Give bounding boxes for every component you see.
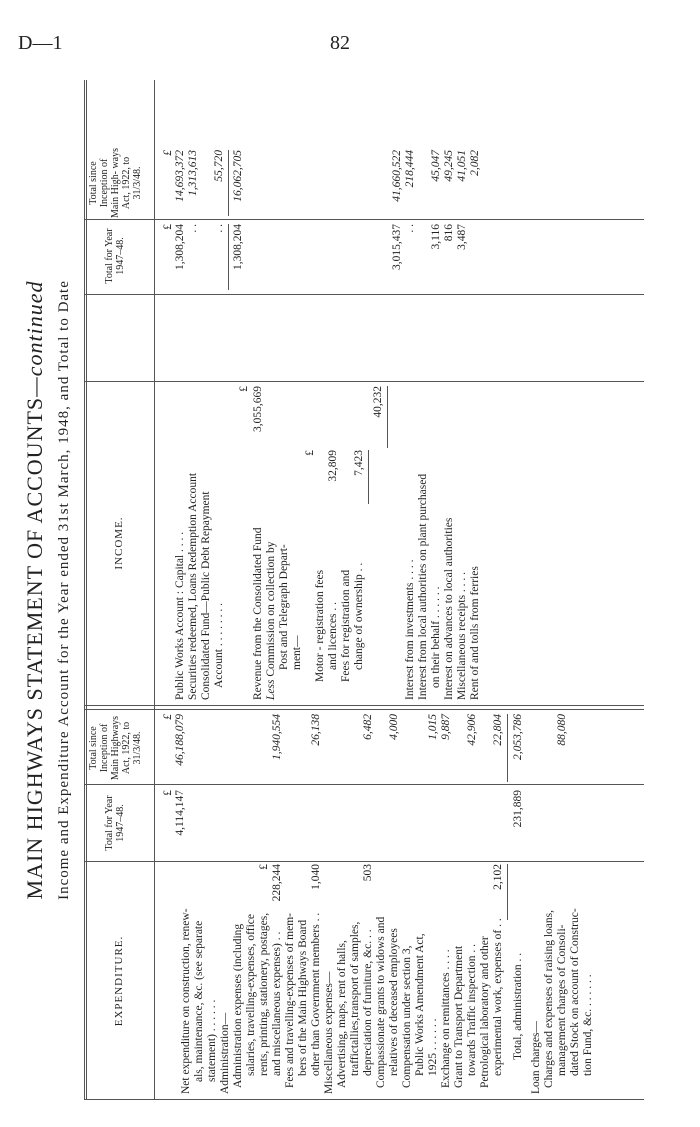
petrological-amount: 2,102 (492, 864, 504, 890)
misc-receipts-line: Miscellaneous receipts . . . . (456, 571, 468, 700)
total-admin-year: 231,889 (512, 790, 524, 828)
misc-receipts-since: 41,051 (456, 150, 468, 182)
subtotal-year: 1,308,204 (232, 224, 244, 270)
compassionate-since: 4,000 (388, 714, 400, 740)
revenue-net-year: 3,015,437 (391, 224, 403, 270)
consolidated-year-dots: . . (213, 224, 225, 233)
net-construction-line-2: als, maintenance, &c. (see separate (193, 920, 205, 1082)
grant-since: 42,906 (466, 714, 478, 746)
interest-inv-year-dots: . . (404, 224, 416, 233)
exp-col-rule-2 (84, 784, 644, 785)
fees-since: 26,138 (310, 714, 322, 746)
compassionate-line-2: relatives of deceased employees (388, 928, 400, 1076)
expenditure-header: EXPENDITURE. (113, 935, 125, 1027)
compassionate-line-1: Compassionate grants to widows and (375, 916, 387, 1088)
revenue-pound: £ (238, 386, 250, 392)
admin-expenses-line-2: salaries, travelling-expenses, office (245, 914, 257, 1076)
less-sum-rule (368, 450, 369, 504)
motor-pound: £ (304, 450, 316, 456)
interest-adv-year: 816 (443, 224, 455, 242)
securities-since: 1,313,613 (187, 150, 199, 196)
fees-reg-line-1: Fees for registration and (340, 569, 352, 682)
revenue-line: Revenue from the Consolidated Fund (252, 527, 264, 700)
total-admin-label: Total, administration . . (512, 952, 524, 1060)
consolidated-line-1: Consolidated Fund—Public Debt Repayment (200, 491, 212, 700)
income-header: INCOME. (113, 516, 125, 570)
interest-adv-line: Interest on advances to local authorities (443, 517, 455, 700)
rent-tolls-line: Rent of and tolls from ferries (469, 566, 481, 700)
fees-reg-amount: 7,423 (353, 450, 365, 476)
loan-heading: Loan charges— (530, 1021, 542, 1094)
inc-col-rule-3 (84, 219, 644, 220)
fees-line-2: bers of the Main Highways Board (297, 919, 309, 1076)
table-top-rule (84, 80, 87, 1100)
advertising-amount: 503 (362, 864, 374, 882)
statement-title (22, 80, 48, 1100)
public-works-since: 14,693,372 (174, 150, 186, 202)
table-left-rule (84, 1099, 644, 1100)
admin-pound: £ (258, 864, 270, 870)
compensation-since: 1,015 (427, 714, 439, 740)
exp-col-rule-1 (84, 861, 644, 862)
rotated-statement (22, 80, 672, 1100)
title-text: MAIN HIGHWAYS STATEMENT OF ACCOUNTS (22, 396, 47, 900)
petrological-line-1: Petrological laboratory and other (479, 936, 491, 1088)
admin-expenses-amount: 228,244 (271, 864, 283, 902)
fees-line-3: other than Government members . . (310, 912, 322, 1076)
petrological-since: 22,804 (492, 714, 504, 746)
grant-line-1: Grant to Transport Department (453, 945, 465, 1088)
interest-local-year: 3,116 (430, 224, 442, 250)
revenue-amount: 3,055,669 (252, 386, 264, 432)
consolidated-since: 55,720 (213, 150, 225, 182)
less-line (265, 542, 278, 700)
net-construction-since: 46,188,079 (174, 714, 186, 766)
less-cont-line-1: Post and Telegraph Depart- (278, 544, 290, 670)
admin-expenses-since: 1,940,554 (271, 714, 283, 760)
less-text: Commission on collection by (265, 541, 277, 680)
net-construction-line-3: statement) . . . . . . (206, 999, 218, 1082)
less-word: Less (265, 679, 277, 700)
compensation-line-1: Compensation under section 3, (401, 945, 413, 1088)
inc-pound-year: £ (162, 224, 174, 230)
title-suffix: —continued (22, 280, 47, 397)
administration-heading: Administration— (219, 1012, 231, 1094)
misc-receipts-year: 3,487 (456, 224, 468, 250)
admin-since-rule (507, 714, 508, 782)
net-construction-year: 4,114,147 (174, 790, 186, 836)
admin-expenses-line-4: and miscellaneous expenses) . . (271, 931, 283, 1076)
exp-col-rule-3 (84, 709, 644, 710)
motor-line-2: and licences . . (327, 601, 339, 670)
page-number: 82 (330, 32, 350, 54)
advertising-since: 6,482 (362, 714, 374, 740)
rent-tolls-since: 2,082 (469, 150, 481, 176)
fees-reg-line-2: change of ownership . . (353, 562, 365, 670)
inc-col-rule-2 (84, 294, 644, 295)
subtotal-since: 16,062,705 (232, 150, 244, 202)
securities-year-dots: . . (187, 224, 199, 233)
loan-line-2: management charges of Consoli- (556, 924, 568, 1076)
loan-line-3: dated Stock on account of Construc- (569, 908, 581, 1076)
center-double-rule (84, 705, 644, 706)
interest-inv-line: Interest from investments . . . . (404, 559, 416, 700)
interest-local-line-1: Interest from local authorities on plant purchased (417, 473, 429, 700)
securities-line: Securities redeemed, Loans Redemption Account (187, 472, 199, 700)
interest-inv-since: 218,444 (404, 150, 416, 188)
public-works-line: Public Works Account : Capital . . . . (174, 531, 186, 700)
net-construction-line-1: Net expenditure on construction, renew- (180, 908, 192, 1094)
misc-heading: Miscellaneous expenses— (323, 971, 335, 1094)
inc-col-rule-1 (84, 381, 644, 382)
admin-expenses-line-1: Administration expenses (including (232, 923, 244, 1088)
public-works-year: 1,308,204 (174, 224, 186, 270)
less-cont-line-2: ment— (291, 635, 303, 670)
compensation-line-2: Public Works Amendment Act, (414, 933, 426, 1076)
motor-amount: 32,809 (327, 450, 339, 482)
revenue-net-since: 41,660,522 (391, 150, 403, 202)
exchange-since: 9,887 (440, 714, 452, 740)
total-admin-since: 2,053,786 (512, 714, 524, 760)
inc-year-header: Total for Year 1947–48. (104, 228, 126, 284)
inc-pound-since: £ (162, 150, 174, 156)
inc-since-header: Total since Inception of Main High- ways Act, 1922, to 31/3/48. (88, 148, 143, 218)
exp-pound-year: £ (162, 790, 174, 796)
advertising-line-3: depreciation of furniture, &c. . . (362, 929, 374, 1076)
grant-line-2: towards Traffic inspection . . (466, 943, 478, 1076)
exp-pound-since: £ (162, 714, 174, 720)
motor-line-1: Motor - registration fees (314, 569, 326, 682)
interest-adv-since: 49,245 (443, 150, 455, 182)
loan-line-4: tion Fund, &c. . . . . . . (582, 974, 594, 1076)
exp-year-header: Total for Year 1947–48. (104, 795, 126, 851)
loan-since: 88,080 (556, 714, 568, 746)
advertising-line-1: Advertising, maps, rent of halls, (336, 940, 348, 1088)
statement-subtitle: Income and Expenditure Account for the Year ended 31st March, 1948, and Total to Date (56, 280, 72, 900)
admin-expenses-line-3: rents, printing, stationery, postages, (258, 912, 270, 1076)
admin-sum-rule (507, 864, 508, 920)
subtotal-year-rule (228, 224, 229, 290)
exp-since-header: Total since Inception of Main Highways Act, 1922, to 31/3/48. (88, 715, 143, 781)
compensation-line-3: 1925 . . . . . . (427, 1018, 439, 1076)
interest-local-line-2: on their behalf . . . . . . (430, 586, 442, 688)
less-total: 40,232 (372, 386, 384, 418)
advertising-line-2: traffictallies,transport of samples, (349, 921, 361, 1076)
exchange-line: Exchange on remittances . . . . (440, 949, 452, 1088)
subtotal-since-rule (228, 150, 229, 216)
consolidated-line-2: Account . . . . . . . . (213, 603, 225, 688)
revenue-net-rule (387, 386, 388, 448)
header-rule (154, 80, 155, 1100)
petrological-line-2: experimental work, expenses of . . (492, 918, 504, 1076)
fees-amount: 1,040 (310, 864, 322, 890)
loan-line-1: Charges and expenses of raising loans, (543, 910, 555, 1088)
fees-line-1: Fees and travelling-expenses of mem- (284, 913, 296, 1088)
interest-local-since: 45,047 (430, 150, 442, 182)
page-code: D—1 (18, 32, 63, 54)
